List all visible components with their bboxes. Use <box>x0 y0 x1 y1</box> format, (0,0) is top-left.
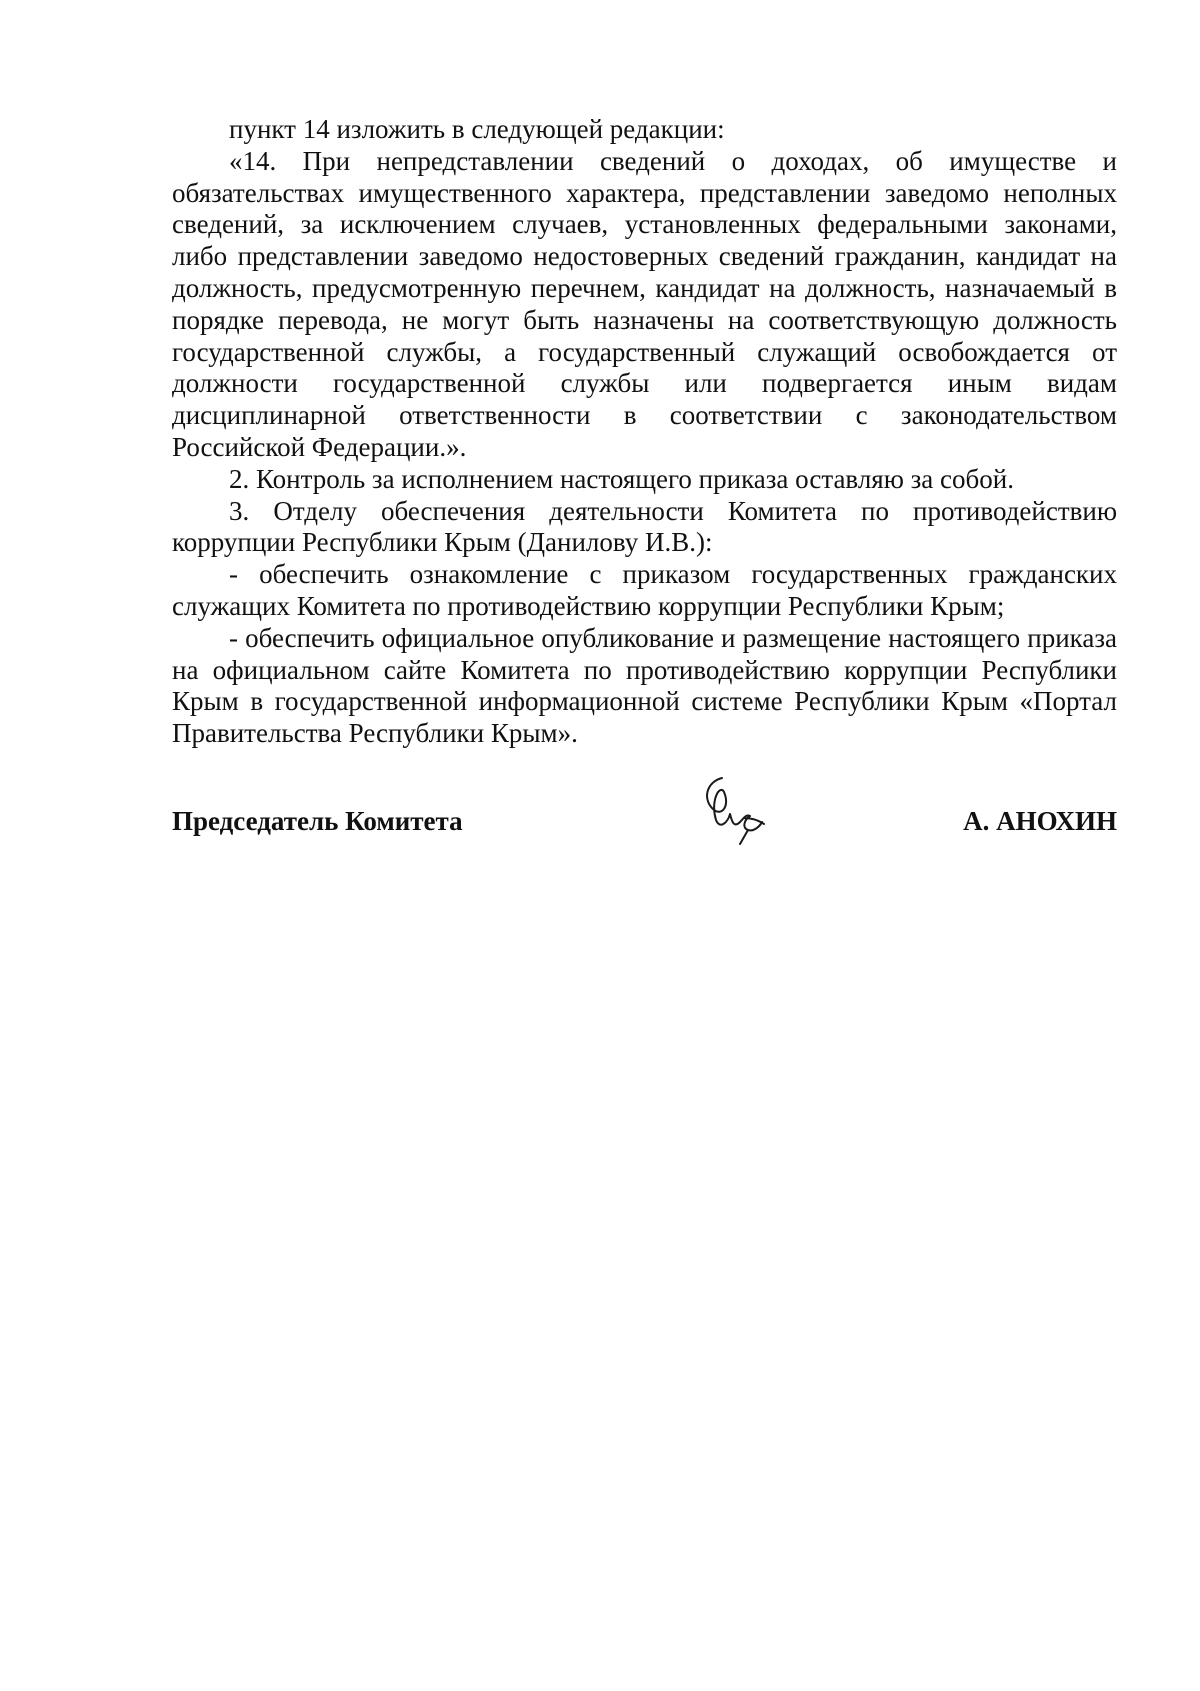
handwritten-signature <box>700 770 770 850</box>
paragraph-control: 2. Контроль за исполнением настоящего приказа оставляю за собой. <box>229 463 1014 494</box>
signature-block <box>172 806 1117 846</box>
paragraph-familiarization: - обеспечить ознакомление с приказом государственных гражданских служащих Комитета по противодействию коррупции Республики Крым; <box>172 559 1117 621</box>
paragraph-department: 3. Отделу обеспечения деятельности Комитета по противодействию коррупции Республики Крым (Данилову И.В.): <box>172 495 1117 558</box>
paragraph-publication: - обеспечить официальное опубликование и размещение настоящего приказа на официальном сайте Комитета по противодействию коррупции Республики Крым в государственной информационной системе Республики Крым «Портал Правительства Республики Крым». <box>172 622 1117 749</box>
signatory-name: А. АНОХИН <box>963 806 1117 836</box>
document-body <box>172 114 1117 750</box>
signatory-position: Председатель Комитета <box>172 806 463 836</box>
paragraph-intro: пункт 14 изложить в следующей редакции: <box>229 114 725 144</box>
paragraph-item-14: «14. При непредставлении сведений о доходах, об имуществе и обязательствах имущественного характера, представлении заведомо неполных сведений, за исключением случаев, установленных федеральными законами, либо представлении заведомо недостоверных сведений гражданин, кандидат на должность, предусмотренную перечнем, кандидат на должность, назначаемый в порядке перевода, не могут быть назначены на соответствующую должность государственной службы, а государственный служащий освобождается от должности государственной службы или подвергается иным видам дисциплинарной ответственности в соответствии с законодательством Российской Федерации.». <box>172 145 1117 462</box>
